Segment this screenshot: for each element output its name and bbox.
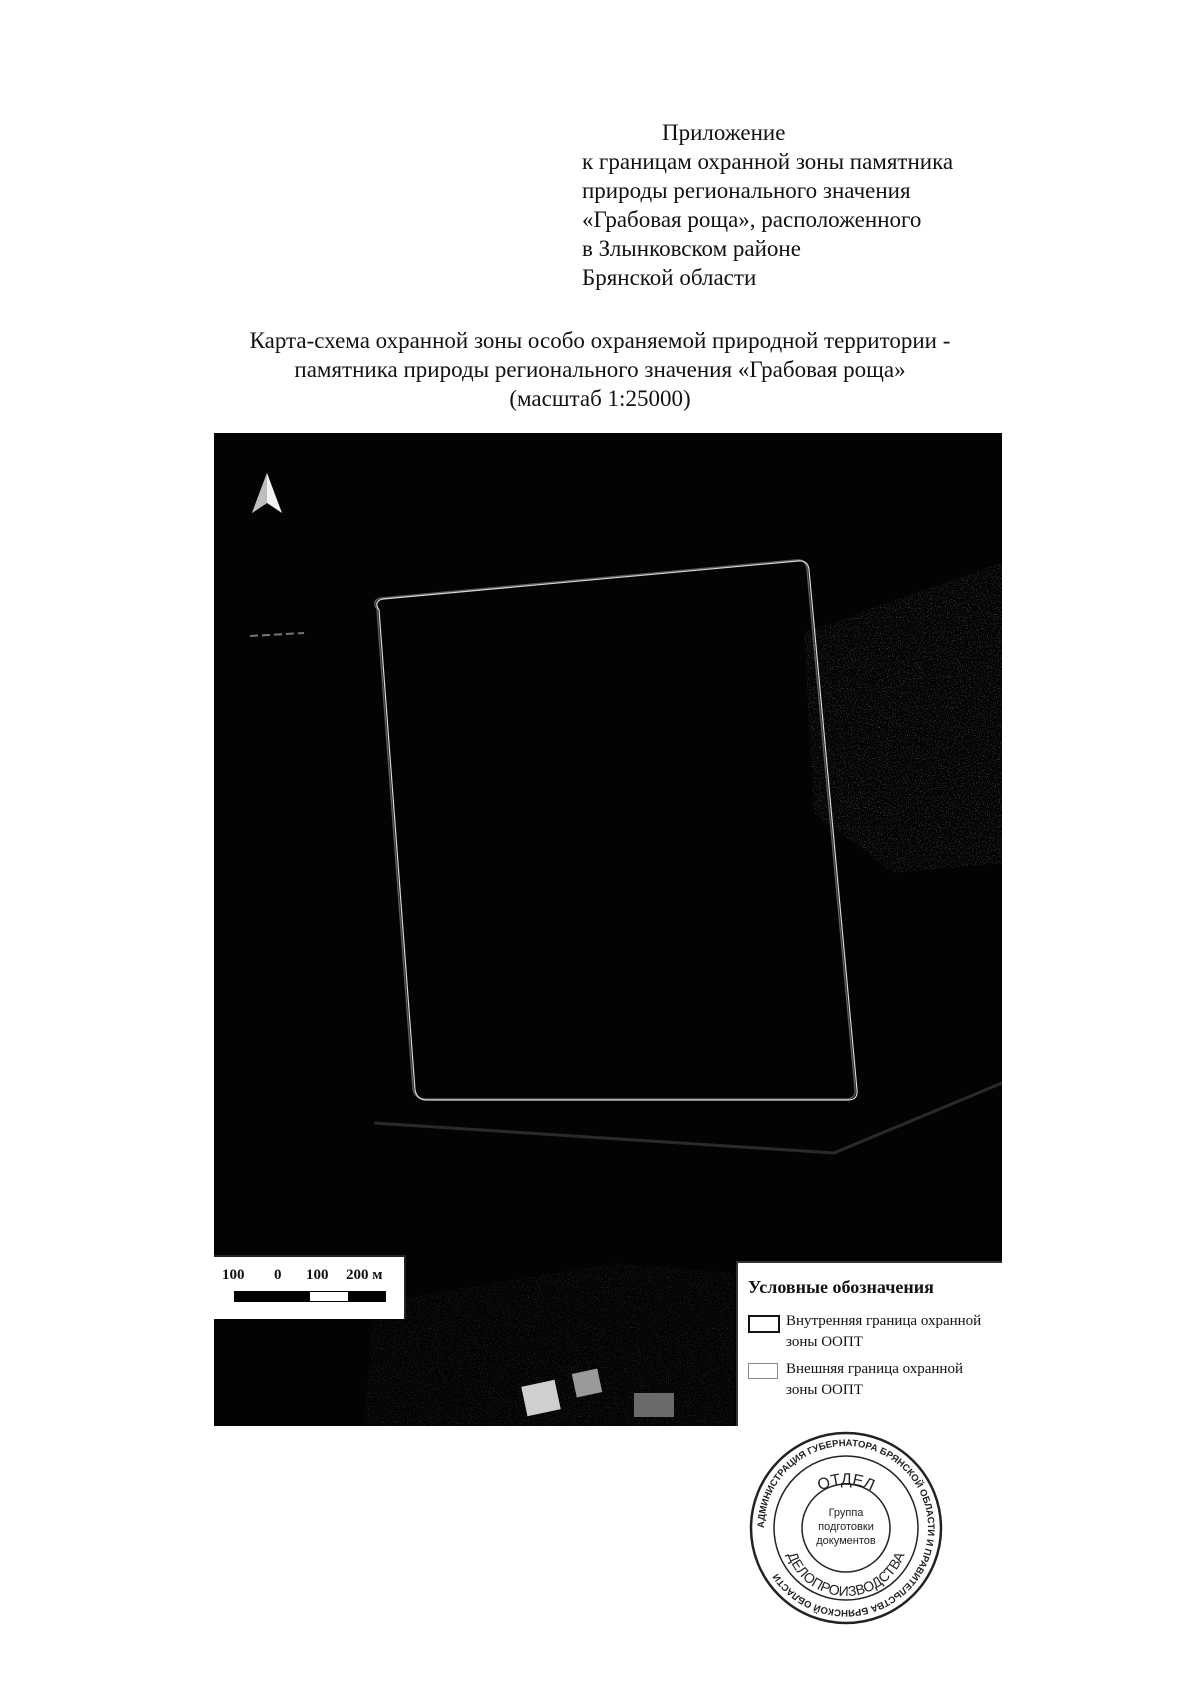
map-scheme <box>214 433 1002 1426</box>
appendix-line: Брянской области <box>582 265 757 290</box>
map-legend <box>736 1261 1002 1426</box>
appendix-line: в Злынковском районе <box>582 236 801 261</box>
scale-label: 100 <box>222 1267 245 1283</box>
scale-bar-segments <box>234 1291 386 1302</box>
svg-text:ОТДЕЛ <box>815 1471 877 1494</box>
scale-segment <box>348 1292 386 1301</box>
stamp-center-line: Группа <box>828 1507 864 1519</box>
scale-segment <box>273 1292 311 1301</box>
north-arrow-icon <box>250 473 284 515</box>
appendix-block <box>582 118 1062 292</box>
appendix-line: «Грабовая роща», расположенного <box>582 207 922 232</box>
scale-label: 200 м <box>346 1267 383 1283</box>
map-scale-note: (масштаб 1:25000) <box>509 386 691 411</box>
stamp-arc-bottom: ДЕЛОПРОИЗВОДСТВА <box>784 1549 908 1600</box>
svg-text:ДЕЛОПРОИЗВОДСТВА <box>785 1549 908 1599</box>
stamp-center-line: документов <box>816 1535 876 1547</box>
scale-label: 0 <box>274 1267 282 1283</box>
scale-segment <box>310 1292 348 1301</box>
appendix-line: природы регионального значения <box>582 178 911 203</box>
legend-item-label: Внешняя граница охранной зоны ООПТ <box>786 1361 963 1398</box>
stamp-arc-top: ОТДЕЛ <box>815 1471 878 1495</box>
appendix-line: к границам охранной зоны памятника <box>582 149 954 174</box>
scale-segment <box>235 1292 273 1301</box>
legend-title: Условные обозначения <box>748 1277 934 1297</box>
map-title-line: памятника природы регионального значения «Грабовая роща» <box>294 357 906 382</box>
legend-item-label: Внутренняя граница охранной зоны ООПТ <box>786 1313 982 1350</box>
map-title-line: Карта-схема охранной зоны особо охраняемой природной территории - <box>249 328 951 353</box>
appendix-heading: Приложение <box>662 120 786 145</box>
map-title <box>160 326 1040 413</box>
inner-boundary-swatch <box>748 1315 780 1333</box>
stamp-outer-text: АДМИНИСТРАЦИЯ ГУБЕРНАТОРА БРЯНСКОЙ ОБЛАСТИ И ПРАВИТЕЛЬСТВА БРЯНСКОЙ ОБЛАСТИ <box>755 1437 937 1619</box>
scale-label: 100 <box>306 1267 329 1283</box>
scale-bar <box>214 1255 406 1319</box>
stamp-center-line: подготовки <box>818 1521 874 1533</box>
outer-boundary-swatch <box>748 1363 778 1379</box>
official-stamp <box>748 1430 944 1626</box>
